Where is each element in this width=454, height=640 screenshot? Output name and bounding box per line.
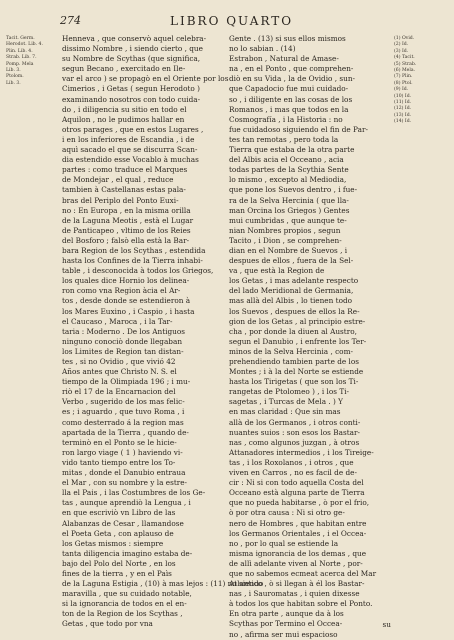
text-line: Montes ; i à la del Norte se estiende xyxy=(229,367,364,377)
margin-note: Lib. 3. xyxy=(6,80,21,86)
text-line: mitas , donde el Danubio entraua xyxy=(62,468,186,478)
text-line: Henneva , que conservò aquel celebra- xyxy=(62,34,207,43)
text-line: Estrabon , Natural de Amase- xyxy=(229,54,339,64)
text-line: mui cumbridas , que aunque te- xyxy=(229,215,347,225)
text-line: rangetas de Ptolomeo ) , i los Ti- xyxy=(229,387,350,397)
text-line: cir : Ni si con todo aquella Costa del xyxy=(229,478,364,488)
text-line: no , afirma ser mui espacioso xyxy=(229,629,338,639)
text-line: nuantes suios : son esos los Bastar- xyxy=(229,427,360,437)
margin-note: Pomp. Mela xyxy=(6,61,34,67)
text-line: de la Laguna Meotis , està el Lugar xyxy=(62,215,194,225)
text-line: table , i desconocida à todos los Griegos, xyxy=(62,266,214,276)
margin-note: (6) Mela. xyxy=(394,68,416,74)
text-line: de Panticapeo , vltimo de los Reies xyxy=(62,225,191,235)
text-line: riò el 17 de la Encarnacion del xyxy=(62,387,176,397)
text-line: despues de ellos , fuera de la Sel- xyxy=(229,256,354,266)
text-line: Gente . (13) si sus ellos mismos xyxy=(229,34,346,43)
text-line: maravilla , que su cuidado notable, xyxy=(62,589,192,599)
text-line: los Getas mismos : siempre xyxy=(62,538,164,548)
margin-note: (9) Id. xyxy=(394,87,409,93)
margin-note: Tacit. Germ. xyxy=(6,36,35,41)
text-line: Cosmografía , i la Historia : no xyxy=(229,114,343,124)
text-line: Años antes que Christo N. S. el xyxy=(62,367,177,377)
text-line: vido tanto tiempo entre los To- xyxy=(62,457,176,467)
text-line: Scythas por Termino el Occea- xyxy=(229,619,343,629)
text-line: do , i diligencia su sitio en todo el xyxy=(62,104,187,114)
text-line: todas partes de la Scythia Sente xyxy=(229,165,349,175)
text-line: Tacito , i Dion , se comprehen- xyxy=(229,235,342,245)
margin-note: (11) Id. xyxy=(394,100,412,106)
text-line: del Bosforo ; falsò ella està la Bar- xyxy=(62,235,190,245)
text-line: Atlantico , ò si llegan à él los Bastar- xyxy=(229,579,365,589)
text-line: si la ignorancia de todos en el en- xyxy=(62,599,187,609)
margin-note: (1) Ovid. xyxy=(394,36,415,41)
text-line: los Getas , i mas adelante respecto xyxy=(229,276,359,286)
text-line: en que escriviò vn Libro de las xyxy=(62,508,176,518)
text-line: misma ignorancia de los demas , que xyxy=(229,548,367,558)
right-margin-notes xyxy=(394,36,450,636)
text-line: tanta diligencia imagino estaba de- xyxy=(62,548,193,558)
text-line: Occeano està alguna parte de Tierra xyxy=(229,488,365,498)
text-line: En otra parte , aunque da à los xyxy=(229,609,344,619)
text-line: Getas , que todo por vna xyxy=(62,619,153,629)
text-line: terminò en el Ponto se le hicie- xyxy=(62,437,177,447)
text-line: los quales dice Hornio los delinea- xyxy=(62,276,190,286)
text-line: cha , por donde la diuen al Austro, xyxy=(229,326,357,336)
text-line: sagetas , i Turcas de Mela . ) Y xyxy=(229,397,344,407)
text-line: no : En Europa , en la misma orilla xyxy=(62,205,191,215)
text-line: Verbo , sugerido de los mas felic- xyxy=(62,397,185,407)
text-line: segun el Danubio , i enfrente los Ter- xyxy=(229,336,367,346)
text-line: va , que està la Region de xyxy=(229,266,325,276)
margin-note: (7) Plin. xyxy=(394,74,413,80)
margin-note: Plin. Lib. 4. xyxy=(6,48,33,54)
page-number: 274 xyxy=(60,14,81,27)
text-line: los Mares Euxino , i Caspio , i hasta xyxy=(62,306,195,316)
text-line: Tierra que estaba de la otra parte xyxy=(229,145,355,155)
margin-note: (2) Id. xyxy=(394,42,409,48)
text-line: Aquilon , no le pudimos hallar en xyxy=(62,114,185,124)
text-line: el Poeta Geta , con aplauso de xyxy=(62,528,174,538)
margin-note: Ptolom. xyxy=(6,74,24,80)
text-line: tos , desde donde se estendieron à xyxy=(62,296,191,306)
text-line: de Mondejar , el qual , reduce xyxy=(62,175,174,185)
text-line: dia estendido esse Vocablo à muchas xyxy=(62,155,199,165)
text-line: Attanadores intermedios , i los Tireige- xyxy=(229,447,374,457)
running-head: LIBRO QUARTO xyxy=(170,14,294,28)
text-line: bara Region de los Scythas , estendida xyxy=(62,245,206,255)
text-line: de la Laguna Estigia , (10) à mas lejos : (11) no siendo xyxy=(62,579,264,589)
text-line: Alabanzas de Cesar , llamandose xyxy=(62,518,184,528)
margin-note: (13) Id. xyxy=(394,112,412,118)
text-line: hasta los Tirigetas ( que son los Ti- xyxy=(229,377,359,387)
text-line: man Orcina los Griegos ) Gentes xyxy=(229,205,350,215)
text-line: lo mismo , excepto al Mediodia, xyxy=(229,175,347,185)
text-line: tas , i los Roxolanos , i otros , que xyxy=(229,457,354,467)
text-line: bras del Periplo del Ponto Euxi- xyxy=(62,195,179,205)
text-line: en mas claridad : Que sin mas xyxy=(229,407,341,417)
text-line: tas , aunque aprendiò la Lengua , i xyxy=(62,498,191,508)
margin-note: Herodot. Lib. 4. xyxy=(6,42,43,48)
text-line: allà de los Germanos , i otros conti- xyxy=(229,417,361,427)
text-line: viven en Carros , no es facil de de- xyxy=(229,468,357,478)
text-line: los Limites de Region tan distan- xyxy=(62,346,184,356)
text-line: del lado Meridional de Germania, xyxy=(229,286,354,296)
text-line: ron largo viage ( 1 ) haviendo vi- xyxy=(62,447,183,457)
text-line: mas allà del Albis , lo tienen todo xyxy=(229,296,353,306)
text-line: fines de la tierra , y en el Paìs xyxy=(62,568,172,578)
margin-note: (3) Id. xyxy=(394,48,409,54)
text-line: partes : como traduce el Marques xyxy=(62,165,188,175)
text-line: gion de los Getas , al principio estre- xyxy=(229,316,366,326)
text-line: tes tan remotas , pero toda la xyxy=(229,134,339,144)
text-line: no lo sabian . (14) xyxy=(229,44,296,54)
margin-note: (12) Id. xyxy=(394,106,412,112)
text-line: aquì sacado el que se discurra Scan- xyxy=(62,145,198,155)
catchword: su xyxy=(382,619,391,629)
text-line: dian en el Nombre de Suevos , i xyxy=(229,245,348,255)
text-line: ninguno conociò donde llegaban xyxy=(62,336,183,346)
margin-note: Lib. 3. xyxy=(6,68,21,74)
text-line: hasta los Confines de la Tierra inhabi- xyxy=(62,256,203,266)
text-line: lla el Pais , i las Costumbres de los Ge- xyxy=(62,488,206,498)
text-line: ton de la Region de los Scythas , xyxy=(62,609,183,619)
text-line: otros parages , que en estos Lugares , xyxy=(62,124,204,134)
text-line: var el arco ) se propagò en el Oriente por los xyxy=(62,74,229,84)
text-line: el Mar , con su nombre y la estre- xyxy=(62,478,188,488)
text-line: na , en el Ponto , que comprehen- xyxy=(229,64,354,74)
text-line: nas , i Sauromatas , i quien dixesse xyxy=(229,589,360,599)
text-line: nas , como algunos juzgan , à otros xyxy=(229,437,360,447)
main-column-right xyxy=(229,34,391,639)
text-line: del Albis acia el Occeano , acia xyxy=(229,155,344,165)
text-line: como desterrado á la region mas xyxy=(62,417,184,427)
text-line: bajo del Polo del Norte , en los xyxy=(62,558,176,568)
text-line: nero de Hombres , que habitan entre xyxy=(229,518,367,528)
text-line: ron como vna Region àcia el Ar- xyxy=(62,286,181,296)
text-line: que Capadocio fue mui cuidado- xyxy=(229,84,349,94)
text-line: el Caucaso , Maroca , i la Tar- xyxy=(62,316,173,326)
text-line: que no pueda habitarse , ò por el frio, xyxy=(229,498,370,508)
text-line: dissimo Nombre , i siendo cierto , que xyxy=(62,44,203,54)
text-line: ò por otra causa : Ni si otro ge- xyxy=(229,508,345,518)
text-line: taria : Moderno . De los Antiguos xyxy=(62,326,185,336)
left-margin-notes xyxy=(6,36,59,636)
text-line: nian Nombres propios , segun xyxy=(229,225,341,235)
text-line: apartada de la Tierra , quando de- xyxy=(62,427,189,437)
margin-note: Strab. Lib. 7. xyxy=(6,55,37,61)
text-line: tiempo de la Olimpiada 196 ; i mu- xyxy=(62,377,191,387)
margin-note: (14) Id. xyxy=(394,119,412,125)
margin-note: (10) Id. xyxy=(394,93,412,99)
margin-note: (4) Tacit. xyxy=(394,55,415,61)
text-line: fue cuidadoso siguiendo el fin de Par- xyxy=(229,124,368,134)
text-line: examinando nosotros con todo cuida- xyxy=(62,94,201,104)
margin-note: (5) Strab. xyxy=(394,61,417,67)
text-line: i en los inferiores de Escandia , i de xyxy=(62,134,195,144)
text-line: diò en su Vida , la de Ovidio , sun- xyxy=(229,74,355,84)
text-line: Cimerios , i Getas ( segun Herodoto ) xyxy=(62,84,200,94)
text-line: los Suevos , despues de ellos la Re- xyxy=(229,306,360,316)
text-line: so , i diligente en las cosas de los xyxy=(229,94,353,104)
page-header xyxy=(60,14,400,32)
text-line: que no sabemos ecmeat acerca del Mar xyxy=(229,568,377,578)
margin-note: (8) Ptol. xyxy=(394,80,413,86)
text-line: los Germanos Orientales , i el Occea- xyxy=(229,528,367,538)
text-line: minos de la Selva Hercinia , com- xyxy=(229,346,353,356)
text-line: de allì adelante viven al Norte , por- xyxy=(229,558,363,568)
text-line: segun Becano , exercitado en Ile- xyxy=(62,64,186,74)
text-line: prehendiendo tambien parte de los xyxy=(229,357,360,366)
text-line: su Nombre de Scythas (que significa, xyxy=(62,54,201,64)
text-line: tambien à Castellanas estas pala- xyxy=(62,185,186,195)
text-line: ra de la Selva Hercinia ( que lla- xyxy=(229,195,349,205)
text-line: tes , si no Ovidio , que vivió 42 xyxy=(62,357,176,366)
text-line: es ; i aguardo , que tuvo Roma , i xyxy=(62,407,185,417)
text-line: que pone los Suevos dentro , i fue- xyxy=(229,185,358,195)
text-line: Romanos , i mas que todos en la xyxy=(229,104,349,114)
text-line: no , por lo qual se estiende la xyxy=(229,538,339,548)
text-line: à todos los que habitan sobre el Ponto. xyxy=(229,599,373,609)
